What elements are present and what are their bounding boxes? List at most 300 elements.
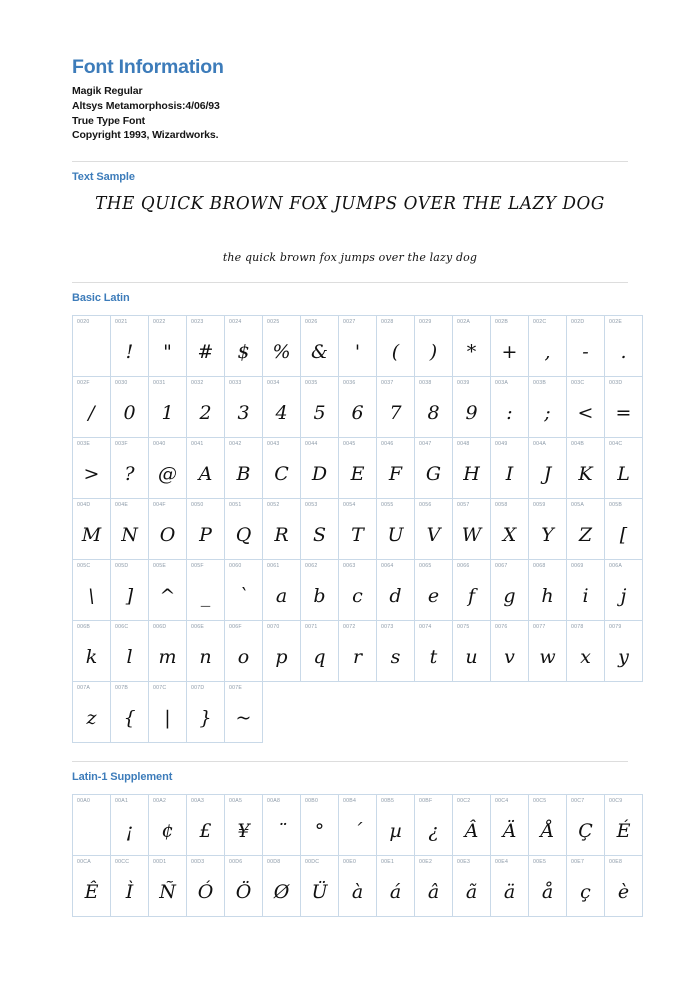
glyph-codepoint: 004A (533, 440, 547, 447)
glyph-codepoint: 0048 (457, 440, 470, 447)
glyph-character: | (164, 707, 171, 730)
glyph-cell[interactable] (491, 315, 529, 376)
glyph-codepoint: 0038 (419, 379, 432, 386)
glyph-cell[interactable] (529, 376, 567, 437)
glyph-character: l (126, 646, 133, 669)
text-sample-block (72, 194, 628, 264)
glyph-cell[interactable] (529, 559, 567, 620)
glyph-codepoint: 0027 (343, 318, 356, 325)
glyph-character: 3 (237, 402, 250, 425)
glyph-character: + (501, 341, 518, 364)
glyph-cell[interactable] (73, 620, 111, 681)
glyph-cell[interactable] (111, 620, 149, 681)
glyph-cell[interactable] (263, 498, 301, 559)
glyph-cell[interactable] (605, 794, 643, 855)
glyph-cell[interactable] (567, 794, 605, 855)
glyph-cell[interactable] (263, 315, 301, 376)
glyph-codepoint: 0057 (457, 501, 470, 508)
glyph-character: 6 (351, 402, 364, 425)
glyph-cell[interactable] (529, 855, 567, 916)
glyph-codepoint: 00A0 (77, 797, 91, 804)
sample-lowercase-pangram: the quick brown fox jumps over the lazy dog (222, 250, 478, 264)
glyph-codepoint: 003C (571, 379, 585, 386)
glyph-cell[interactable] (377, 437, 415, 498)
glyph-cell[interactable] (263, 559, 301, 620)
glyph-cell[interactable] (529, 620, 567, 681)
glyph-codepoint: 0070 (267, 623, 280, 630)
section-heading-latin1-supplement: Latin-1 Supplement (72, 770, 173, 783)
glyph-codepoint: 002A (457, 318, 471, 325)
glyph-cell[interactable] (567, 559, 605, 620)
glyph-character: / (88, 402, 95, 425)
glyph-codepoint: 0030 (115, 379, 128, 386)
glyph-cell[interactable] (453, 437, 491, 498)
glyph-cell[interactable] (453, 559, 491, 620)
glyph-character (73, 332, 110, 374)
glyph-row (73, 559, 643, 620)
glyph-codepoint: 0036 (343, 379, 356, 386)
glyph-codepoint: 0041 (191, 440, 204, 447)
glyph-cell[interactable] (187, 376, 225, 437)
glyph-character: T (351, 524, 364, 547)
glyph-cell[interactable] (415, 498, 453, 559)
glyph-character: £ (199, 820, 212, 843)
glyph-codepoint: 007E (229, 684, 243, 691)
glyph-character: M (81, 524, 102, 547)
glyph-codepoint: 00E8 (609, 858, 623, 865)
glyph-codepoint: 00DC (305, 858, 320, 865)
glyph-codepoint: 0060 (229, 562, 242, 569)
glyph-cell[interactable] (567, 315, 605, 376)
glyph-character: c (352, 585, 363, 608)
glyph-character: ! (125, 341, 134, 364)
glyph-cell[interactable] (263, 855, 301, 916)
document-header (72, 56, 628, 143)
glyph-cell[interactable] (111, 681, 149, 742)
glyph-cell[interactable] (301, 498, 339, 559)
glyph-cell[interactable] (339, 559, 377, 620)
glyph-cell[interactable] (187, 559, 225, 620)
glyph-codepoint: 004D (77, 501, 91, 508)
glyph-codepoint: 00CA (77, 858, 91, 865)
glyph-cell[interactable] (149, 855, 187, 916)
glyph-character: µ (389, 820, 402, 843)
sample-uppercase-pangram: THE QUICK BROWN FOX JUMPS OVER THE LAZY DOG (95, 193, 605, 214)
glyph-character: . (620, 341, 627, 364)
glyph-cell[interactable] (225, 376, 263, 437)
font-metadata-list (72, 84, 628, 142)
glyph-row (73, 376, 643, 437)
glyph-character: ä (503, 881, 516, 904)
glyph-cell[interactable] (73, 437, 111, 498)
glyph-cell[interactable] (73, 794, 111, 855)
glyph-cell[interactable] (453, 620, 491, 681)
glyph-character: n (199, 646, 212, 669)
glyph-cell[interactable] (529, 437, 567, 498)
glyph-character: & (311, 341, 328, 364)
glyph-cell[interactable] (339, 855, 377, 916)
glyph-character: I (505, 463, 514, 486)
glyph-cell[interactable] (301, 315, 339, 376)
glyph-cell[interactable] (529, 315, 567, 376)
glyph-codepoint: 006F (229, 623, 242, 630)
glyph-character: Ê (84, 881, 99, 904)
glyph-cell[interactable] (415, 794, 453, 855)
glyph-codepoint: 0055 (381, 501, 394, 508)
glyph-cell[interactable] (491, 376, 529, 437)
glyph-character: â (427, 881, 440, 904)
glyph-cell[interactable] (453, 498, 491, 559)
glyph-cell[interactable] (339, 437, 377, 498)
glyph-character: 2 (199, 402, 212, 425)
glyph-codepoint: 0050 (191, 501, 204, 508)
glyph-character: @ (158, 463, 177, 486)
glyph-character: z (86, 707, 97, 730)
glyph-cell[interactable] (491, 794, 529, 855)
glyph-cell[interactable] (377, 559, 415, 620)
glyph-codepoint: 002C (533, 318, 547, 325)
glyph-character: P (199, 524, 212, 547)
glyph-character: q (313, 646, 326, 669)
glyph-cell[interactable] (377, 620, 415, 681)
glyph-codepoint: 006D (153, 623, 167, 630)
glyph-codepoint: 006C (115, 623, 129, 630)
glyph-codepoint: 003B (533, 379, 547, 386)
section-heading-basic-latin: Basic Latin (72, 291, 130, 304)
glyph-character (73, 811, 110, 853)
glyph-codepoint: 0035 (305, 379, 318, 386)
glyph-codepoint: 0023 (191, 318, 204, 325)
glyph-character: Ç (578, 820, 593, 843)
glyph-cell[interactable] (491, 620, 529, 681)
glyph-character: Ñ (159, 881, 176, 904)
glyph-codepoint: 0044 (305, 440, 318, 447)
glyph-codepoint: 0059 (533, 501, 546, 508)
glyph-row (73, 498, 643, 559)
glyph-character: e (427, 585, 440, 608)
glyph-cell[interactable] (187, 681, 225, 742)
glyph-character: G (425, 463, 442, 486)
glyph-character: h (541, 585, 554, 608)
glyph-cell[interactable] (73, 681, 111, 742)
glyph-codepoint: 0046 (381, 440, 394, 447)
metadata-generator: Altsys Metamorphosis:4/06/93 (72, 100, 220, 113)
glyph-cell[interactable] (339, 620, 377, 681)
glyph-cell[interactable] (377, 315, 415, 376)
glyph-codepoint: 00C2 (457, 797, 471, 804)
glyph-cell[interactable] (187, 794, 225, 855)
glyph-codepoint: 0078 (571, 623, 584, 630)
glyph-codepoint: 005D (115, 562, 129, 569)
glyph-cell[interactable] (339, 498, 377, 559)
glyph-codepoint: 0033 (229, 379, 242, 386)
glyph-character: ? (124, 463, 135, 486)
glyph-character: g (503, 585, 516, 608)
glyph-cell[interactable] (149, 315, 187, 376)
glyph-codepoint: 00B5 (381, 797, 395, 804)
glyph-cell[interactable] (187, 498, 225, 559)
glyph-codepoint: 00A8 (267, 797, 281, 804)
glyph-cell[interactable] (111, 376, 149, 437)
glyph-cell[interactable] (415, 376, 453, 437)
glyph-character: R (274, 524, 289, 547)
glyph-cell[interactable] (73, 376, 111, 437)
glyph-cell[interactable] (149, 620, 187, 681)
glyph-cell[interactable] (73, 498, 111, 559)
glyph-codepoint: 0043 (267, 440, 280, 447)
glyph-cell[interactable] (225, 498, 263, 559)
glyph-cell[interactable] (529, 498, 567, 559)
glyph-character: w (539, 646, 556, 669)
glyph-cell[interactable] (605, 315, 643, 376)
glyph-codepoint: 0072 (343, 623, 356, 630)
glyph-codepoint: 00CC (115, 858, 130, 865)
glyph-codepoint: 0021 (115, 318, 128, 325)
glyph-cell[interactable] (225, 794, 263, 855)
glyph-cell[interactable] (149, 498, 187, 559)
glyph-character: j (620, 585, 627, 608)
glyph-codepoint: 0029 (419, 318, 432, 325)
glyph-cell[interactable] (491, 559, 529, 620)
glyph-cell[interactable] (605, 855, 643, 916)
glyph-character: - (582, 341, 589, 364)
glyph-cell[interactable] (567, 437, 605, 498)
glyph-codepoint: 003F (115, 440, 128, 447)
glyph-cell[interactable] (453, 315, 491, 376)
glyph-cell[interactable] (453, 855, 491, 916)
glyph-character: Ä (502, 820, 517, 843)
glyph-cell[interactable] (605, 498, 643, 559)
glyph-codepoint: 00BF (419, 797, 433, 804)
glyph-cell[interactable] (187, 437, 225, 498)
glyph-character: Å (540, 820, 555, 843)
glyph-character: è (617, 881, 630, 904)
glyph-character: Ø (273, 881, 290, 904)
glyph-cell[interactable] (225, 681, 263, 742)
glyph-character: v (504, 646, 515, 669)
glyph-character: > (83, 463, 100, 486)
glyph-cell[interactable] (301, 376, 339, 437)
glyph-cell[interactable] (111, 559, 149, 620)
glyph-codepoint: 00E0 (343, 858, 357, 865)
glyph-cell[interactable] (529, 794, 567, 855)
glyph-cell[interactable] (263, 794, 301, 855)
glyph-codepoint: 0032 (191, 379, 204, 386)
glyph-codepoint: 006A (609, 562, 623, 569)
glyph-character: B (236, 463, 251, 486)
glyph-codepoint: 004E (115, 501, 129, 508)
glyph-cell[interactable] (187, 620, 225, 681)
metadata-copyright: Copyright 1993, Wizardworks. (72, 129, 219, 142)
glyph-codepoint: 006E (191, 623, 205, 630)
glyph-codepoint: 007A (77, 684, 91, 691)
glyph-character: W (461, 524, 482, 547)
glyph-cell[interactable] (149, 559, 187, 620)
glyph-cell[interactable] (377, 794, 415, 855)
glyph-cell[interactable] (415, 437, 453, 498)
glyph-cell[interactable] (225, 855, 263, 916)
glyph-character: Â (464, 820, 479, 843)
glyph-codepoint: 004B (571, 440, 585, 447)
glyph-row (73, 855, 643, 916)
glyph-codepoint: 00E7 (571, 858, 585, 865)
glyph-cell[interactable] (491, 437, 529, 498)
glyph-cell[interactable] (491, 855, 529, 916)
glyph-character: r (352, 646, 363, 669)
glyph-codepoint: 002F (77, 379, 90, 386)
glyph-codepoint: 00A5 (229, 797, 243, 804)
glyph-character: ¨ (276, 820, 287, 843)
glyph-codepoint: 0054 (343, 501, 356, 508)
glyph-cell[interactable] (263, 437, 301, 498)
glyph-character: E (350, 463, 365, 486)
glyph-codepoint: 0058 (495, 501, 508, 508)
glyph-character: Ü (311, 881, 328, 904)
glyph-cell[interactable] (567, 855, 605, 916)
glyph-cell[interactable] (73, 315, 111, 376)
glyph-character: ^ (159, 585, 176, 608)
glyph-cell[interactable] (225, 620, 263, 681)
glyph-cell[interactable] (225, 437, 263, 498)
glyph-cell[interactable] (111, 855, 149, 916)
glyph-cell[interactable] (415, 855, 453, 916)
glyph-cell[interactable] (187, 315, 225, 376)
glyph-cell[interactable] (149, 681, 187, 742)
glyph-cell[interactable] (339, 794, 377, 855)
glyph-codepoint: 006B (77, 623, 91, 630)
glyph-codepoint: 007B (115, 684, 129, 691)
glyph-codepoint: 0061 (267, 562, 280, 569)
glyph-cell[interactable] (149, 437, 187, 498)
glyph-cell[interactable] (73, 559, 111, 620)
glyph-character: U (387, 524, 404, 547)
glyph-codepoint: 003E (77, 440, 91, 447)
glyph-cell[interactable] (149, 794, 187, 855)
glyph-codepoint: 0063 (343, 562, 356, 569)
glyph-codepoint: 0076 (495, 623, 508, 630)
glyph-character: 8 (427, 402, 440, 425)
glyph-cell[interactable] (339, 315, 377, 376)
glyph-cell[interactable] (225, 559, 263, 620)
glyph-cell[interactable] (567, 498, 605, 559)
glyph-codepoint: 0053 (305, 501, 318, 508)
glyph-character: _ (200, 585, 211, 608)
glyph-cell[interactable] (187, 855, 225, 916)
glyph-character: Ö (235, 881, 252, 904)
glyph-cell[interactable] (491, 498, 529, 559)
glyph-codepoint: 0079 (609, 623, 622, 630)
glyph-cell[interactable] (111, 794, 149, 855)
glyph-cell[interactable] (149, 376, 187, 437)
glyph-codepoint: 0052 (267, 501, 280, 508)
glyph-character: Ó (197, 881, 214, 904)
glyph-cell[interactable] (111, 498, 149, 559)
glyph-codepoint: 00E2 (419, 858, 433, 865)
glyph-codepoint: 0066 (457, 562, 470, 569)
glyph-cell[interactable] (339, 376, 377, 437)
glyph-character: Z (578, 524, 593, 547)
glyph-cell[interactable] (225, 315, 263, 376)
glyph-character: Q (235, 524, 252, 547)
glyph-cell[interactable] (111, 315, 149, 376)
glyph-cell[interactable] (567, 376, 605, 437)
glyph-character: y (618, 646, 629, 669)
glyph-cell[interactable] (263, 376, 301, 437)
glyph-character: å (541, 881, 554, 904)
glyph-character: ~ (235, 707, 252, 730)
glyph-cell[interactable] (453, 376, 491, 437)
glyph-table-basic-latin (72, 315, 643, 743)
glyph-cell[interactable] (415, 559, 453, 620)
glyph-row (73, 794, 643, 855)
glyph-cell[interactable] (415, 620, 453, 681)
glyph-character: } (199, 707, 212, 730)
glyph-cell[interactable] (415, 315, 453, 376)
glyph-cell[interactable] (301, 620, 339, 681)
glyph-character: 7 (389, 402, 402, 425)
metadata-font-name: Magik Regular (72, 85, 143, 98)
glyph-codepoint: 003A (495, 379, 509, 386)
glyph-codepoint: 00C7 (571, 797, 585, 804)
glyph-cell[interactable] (605, 559, 643, 620)
glyph-codepoint: 00C5 (533, 797, 547, 804)
glyph-codepoint: 0020 (77, 318, 90, 325)
section-latin1-supplement (72, 761, 631, 917)
glyph-codepoint: 00B4 (343, 797, 357, 804)
glyph-codepoint: 007D (191, 684, 205, 691)
glyph-cell[interactable] (567, 620, 605, 681)
glyph-character: f (467, 585, 476, 608)
glyph-cell[interactable] (377, 376, 415, 437)
glyph-character: ; (544, 402, 551, 425)
glyph-character: , (544, 341, 551, 364)
glyph-character: 4 (275, 402, 288, 425)
glyph-character: $ (237, 341, 250, 364)
glyph-codepoint: 0065 (419, 562, 432, 569)
glyph-codepoint: 00B0 (305, 797, 319, 804)
glyph-character: 9 (465, 402, 478, 425)
glyph-cell[interactable] (453, 794, 491, 855)
glyph-character: D (311, 463, 328, 486)
glyph-character: C (274, 463, 289, 486)
glyph-codepoint: 0031 (153, 379, 166, 386)
glyph-character: X (502, 524, 517, 547)
glyph-cell[interactable] (301, 559, 339, 620)
glyph-codepoint: 0028 (381, 318, 394, 325)
glyph-cell[interactable] (301, 437, 339, 498)
glyph-character: ) (429, 341, 438, 364)
glyph-cell[interactable] (111, 437, 149, 498)
glyph-character: S (312, 524, 327, 547)
glyph-cell[interactable] (377, 855, 415, 916)
glyph-cell[interactable] (263, 620, 301, 681)
glyph-cell[interactable] (301, 855, 339, 916)
glyph-cell[interactable] (301, 794, 339, 855)
section-text-sample (72, 161, 628, 264)
glyph-codepoint: 002E (609, 318, 623, 325)
glyph-cell[interactable] (73, 855, 111, 916)
glyph-codepoint: 007C (153, 684, 167, 691)
glyph-character: ¿ (428, 820, 439, 843)
glyph-codepoint: 00D6 (229, 858, 243, 865)
glyph-cell[interactable] (605, 376, 643, 437)
glyph-cell[interactable] (605, 437, 643, 498)
glyph-codepoint: 003D (609, 379, 623, 386)
glyph-character: m (158, 646, 177, 669)
glyph-cell[interactable] (377, 498, 415, 559)
glyph-codepoint: 00D8 (267, 858, 281, 865)
glyph-cell[interactable] (605, 620, 643, 681)
